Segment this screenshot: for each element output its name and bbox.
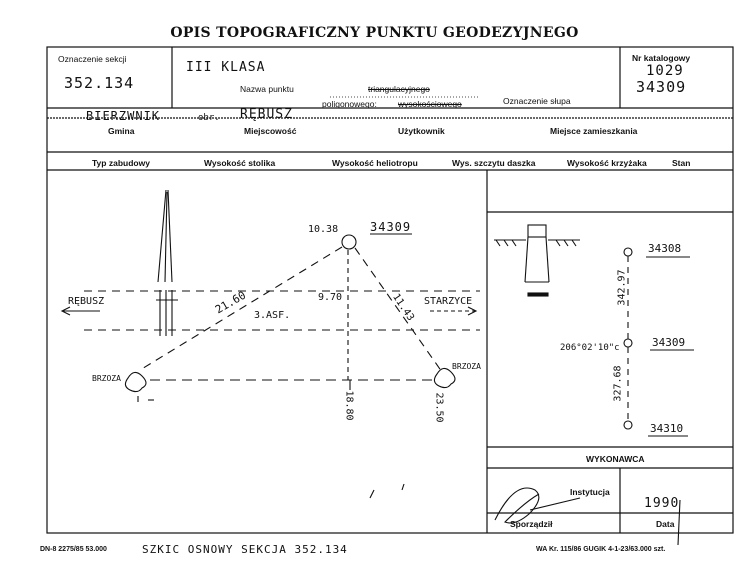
traverse-point-mid: 34309 (652, 336, 686, 349)
road-label: 3.ASF. (254, 310, 291, 321)
point-id-label: 34309 (370, 220, 412, 234)
traverse-distance-lower: 327.68 (612, 365, 624, 402)
data-label: Data (656, 519, 675, 529)
nr-katalogowy-label: Nr katalogowy (632, 53, 691, 63)
oznaczenie-sekcji-value: 352.134 (64, 74, 135, 92)
miejscowosc-value: RĘBUSZ (240, 107, 293, 122)
rebusz-direction-label: RĘBUSZ (68, 296, 105, 307)
oznaczenie-slupa-label: Oznaczenie słupa (503, 96, 571, 106)
nr-katalogowy-value-2: 34309 (636, 78, 687, 96)
col-wysokosc-stolika: Wysokość stolika (204, 158, 276, 168)
col-wysokosc-krzyzaka: Wysokość krzyżaka (567, 158, 647, 168)
miejscowosc-label: Miejscowość (244, 126, 297, 136)
footer-left-code: DN-8 2275/85 53.000 (40, 546, 107, 553)
oznaczenie-sekcji-label: Oznaczenie sekcji (58, 54, 127, 64)
distance-right-label: 11.43 (390, 291, 417, 324)
obr-value: obr. (198, 113, 220, 123)
brzoza-right-label: BRZOZA (452, 362, 481, 371)
traverse-angle: 206°02'10"c (560, 343, 620, 353)
gmina-label: Gmina (108, 126, 135, 136)
poligonowego-label: poligonowego: (322, 99, 377, 109)
traverse-point-top: 34308 (648, 242, 682, 255)
instytucja-label: Instytucja (570, 487, 610, 497)
miejsce-zamieszkania-label: Miejsce zamieszkania (550, 126, 638, 136)
point-height-label: 10.38 (308, 224, 339, 235)
footer-caption: SZKIC OSNOWY SEKCJA 352.134 (142, 543, 348, 556)
distance-bottom-label: 18.80 (343, 390, 355, 421)
starzyce-direction-label: STARZYCE (424, 296, 473, 307)
page-title: OPIS TOPOGRAFICZNY PUNKTU GEODEZYJNEGO (170, 25, 579, 41)
uzytkownik-label: Użytkownik (398, 126, 445, 136)
wykonawca-label: WYKONAWCA (586, 454, 645, 464)
footer-right-code: WA Kr. 115/86 GUGIK 4-1-23/63.000 szt. (536, 546, 666, 553)
traverse-point-bottom: 34310 (650, 422, 684, 435)
distance-center-label: 9.70 (318, 292, 343, 303)
wysokosciowego-label: wysokościowego (398, 99, 462, 109)
nazwa-punktu-label: Nazwa punktu (240, 84, 294, 94)
triangulacyjnego-label: triangulacyjnego (368, 84, 430, 94)
distance-right-bottom-label: 23.50 (433, 392, 445, 423)
col-wys-szczytu-daszka: Wys. szczytu daszka (452, 158, 536, 168)
brzoza-left-label: BRZOZA (92, 374, 121, 383)
col-typ-zabudowy: Typ zabudowy (92, 158, 150, 168)
year-value: 1990 (644, 496, 680, 511)
traverse-distance-upper: 342.97 (616, 269, 628, 306)
col-wysokosc-heliotropu: Wysokość heliotropu (332, 158, 418, 168)
nazwa-punktu-value: III KLASA (186, 60, 266, 75)
col-stan: Stan (672, 158, 691, 168)
gmina-value: BIERZWNIK (86, 109, 161, 123)
sporzadzil-label: Sporządził (510, 519, 553, 529)
nr-katalogowy-value-1: 1029 (646, 63, 684, 79)
distance-left-label: 21.60 (212, 288, 249, 317)
